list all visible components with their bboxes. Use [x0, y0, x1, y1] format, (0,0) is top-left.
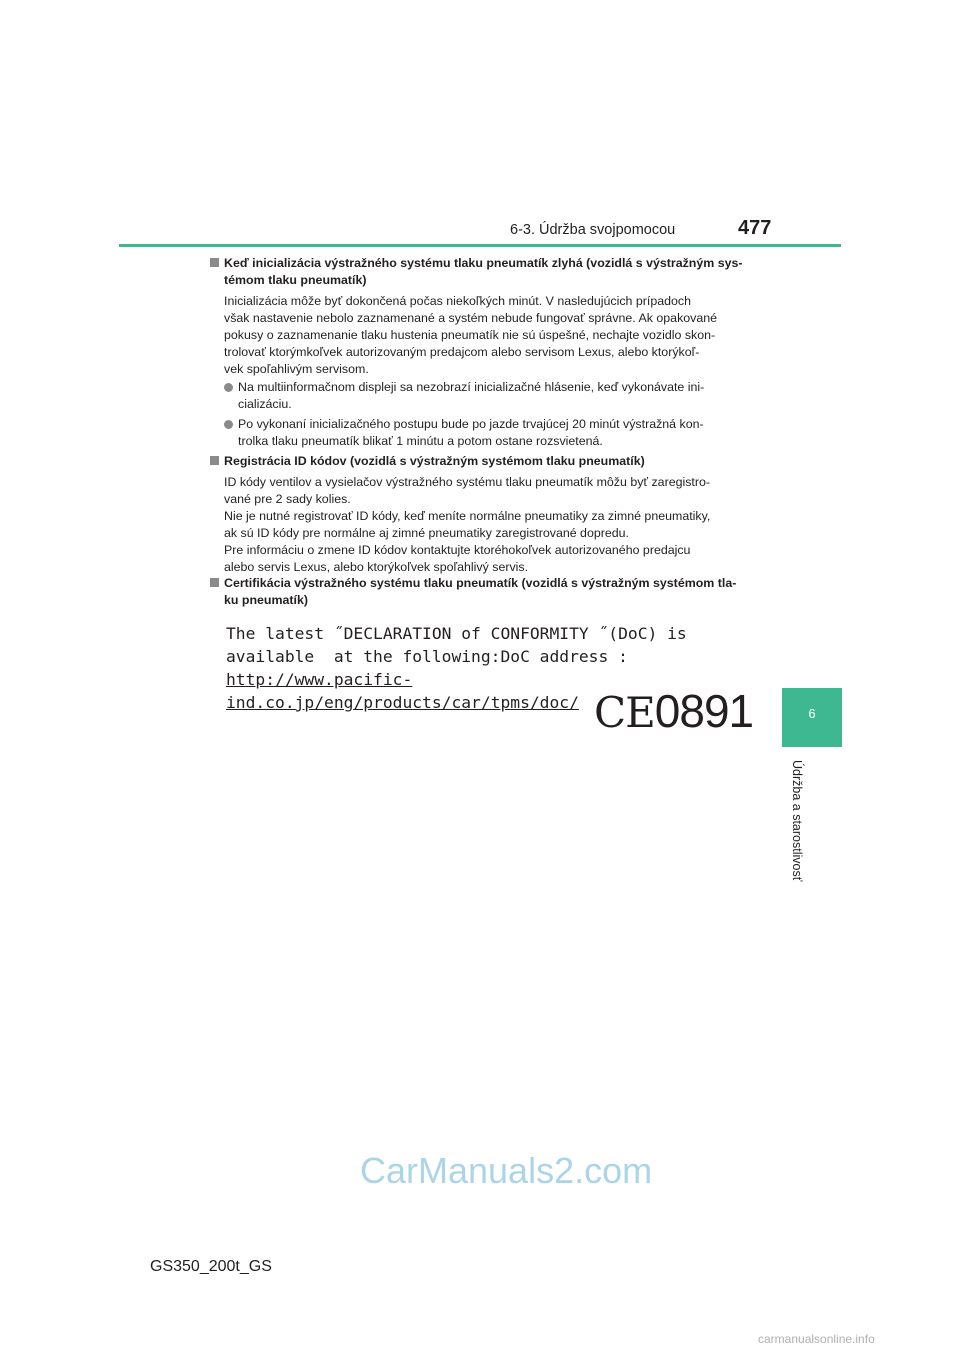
watermark: CarManuals2.com	[360, 1150, 653, 1191]
chapter-number: 6	[808, 706, 816, 721]
body-line: Pre informáciu o zmene ID kódov kontaktujte ktoréhokoľvek autorizovaného predajcu	[224, 543, 691, 557]
body-line: vek spoľahlivým servisom.	[224, 362, 369, 376]
body-line: alebo servis Lexus, alebo ktorýkoľvek spoľahlivý servis.	[224, 560, 529, 574]
body-line: Nie je nutné registrovať ID kódy, keď meníte normálne pneumatiky za zimné pneumatiky,	[224, 509, 711, 523]
body-line: trolovať ktorýmkoľvek autorizovaným predajcom alebo servisom Lexus, alebo ktorýkoľ-	[224, 345, 700, 359]
section-heading-line: témom tlaku pneumatík)	[224, 273, 367, 287]
section-heading-line: Keď inicializácia výstražného systému tlaku pneumatík zlyhá (vozidlá s výstražným sys-	[224, 256, 743, 270]
ce-mark-icon	[594, 686, 753, 738]
square-bullet-icon	[210, 456, 219, 465]
section-heading	[210, 255, 750, 289]
page-number: 477	[738, 217, 772, 239]
corner-watermark: carmanualsonline.info	[758, 1332, 875, 1346]
body-line: pokusy o zaznamenanie tlaku hustenia pneumatík nie sú úspešné, nechajte vozidlo skon-	[224, 328, 716, 342]
body-line: Inicializácia môže byť dokončená počas niekoľkých minút. V nasledujúcich prípadoch	[224, 294, 691, 308]
section-heading	[210, 575, 750, 609]
chapter-label: Údržba a starostlivosť	[790, 760, 804, 882]
declaration-url: http://www.pacific-ind.co.jp/eng/products/car/tpms/doc/	[226, 670, 579, 712]
body-line: ID kódy ventilov a vysielačov výstražného systému tlaku pneumatík môžu byť zaregistro-	[224, 475, 711, 489]
body-line: ak sú ID kódy pre normálne aj zimné pneumatiky zaregistrované dopredu.	[224, 526, 629, 540]
bullet-line: cializáciu.	[238, 397, 292, 411]
section-heading-line: Certifikácia výstražného systému tlaku pneumatík (vozidlá s výstražným systémom tla-	[224, 576, 737, 590]
round-bullet-icon	[224, 420, 233, 429]
bullet-item	[224, 416, 750, 450]
section-heading-line: ku pneumatík)	[224, 593, 308, 607]
footer-model: GS350_200t_GS	[150, 1258, 272, 1275]
bullet-line: trolka tlaku pneumatík blikať 1 minútu a potom ostane rozsvietená.	[238, 434, 603, 448]
chapter-tab	[782, 688, 842, 747]
ce-symbol: CE	[594, 688, 655, 737]
bullet-line: Po vykonaní inicializačného postupu bude po jazde trvajúcej 20 minút výstražná kon-	[238, 417, 704, 431]
bullet-line: Na multiinformačnom displeji sa nezobrazí inicializačné hlásenie, keď vykonávate ini-	[238, 380, 705, 394]
section-heading	[210, 453, 750, 470]
bullet-item	[224, 379, 750, 413]
body-line: vané pre 2 sady kolies.	[224, 492, 351, 506]
section-body	[224, 474, 750, 576]
square-bullet-icon	[210, 578, 219, 587]
section-heading-line: Registrácia ID kódov (vozidlá s výstražným systémom tlaku pneumatík)	[224, 454, 645, 468]
round-bullet-icon	[224, 383, 233, 392]
declaration-line: available at the following:DoC address :	[226, 647, 628, 666]
ce-notified-body-number: 0891	[654, 685, 754, 737]
section-body	[224, 293, 750, 378]
header-rule	[119, 244, 841, 247]
body-line: však nastavenie nebolo zaznamenané a systém nebude fungovať správne. Ak opakované	[224, 311, 718, 325]
header-section-title: 6-3. Údržba svojpomocou	[510, 222, 676, 238]
declaration-line: The latest ˝DECLARATION of CONFORMITY ˝(DoC) is	[226, 624, 687, 643]
square-bullet-icon	[210, 258, 219, 267]
